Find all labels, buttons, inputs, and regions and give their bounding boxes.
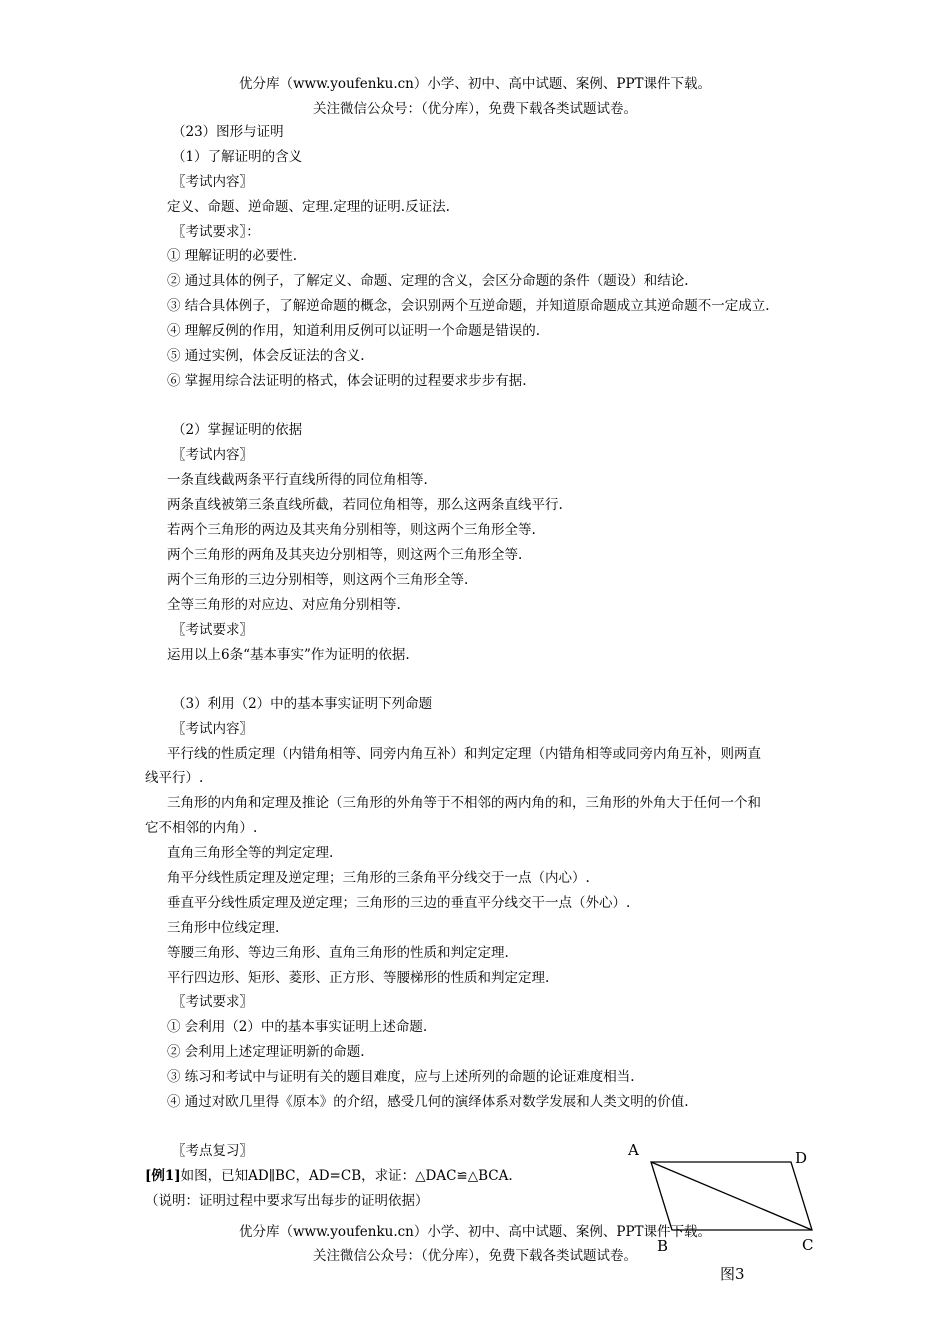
part3-content-heading: 〖考试内容〗	[172, 721, 253, 737]
vertex-label-a: A	[628, 1141, 639, 1159]
part2-content-heading: 〖考试内容〗	[172, 447, 253, 463]
figure-caption: 图3	[720, 1265, 745, 1283]
example-text: 如图，已知AD∥BC，AD=CB，求证：△DAC≌△BCA.	[180, 1168, 513, 1184]
part1-title: （1）了解证明的含义	[172, 149, 303, 165]
example-1	[145, 1166, 513, 1186]
part1-requirements-heading: 〖考试要求〗：	[172, 224, 260, 240]
section-title: （23）图形与证明	[172, 124, 284, 140]
review-heading: 〖考点复习〗	[172, 1143, 253, 1159]
part3-requirements-heading: 〖考试要求〗	[172, 994, 253, 1010]
part3-content-line: 线平行）.	[145, 770, 204, 786]
vertex-label-c: C	[802, 1236, 814, 1254]
part3-requirement: ③ 练习和考试中与证明有关的题目难度，应与上述所列的命题的论证难度相当.	[167, 1069, 635, 1085]
footer-line-1: 优分库（www.youfenku.cn）小学、初中、高中试题、案例、PPT课件下载。	[238, 1224, 712, 1240]
part3-requirement: ② 会利用上述定理证明新的命题.	[167, 1044, 365, 1060]
example-note: （说明：证明过程中要求写出每步的证明依据）	[145, 1193, 429, 1209]
part2-requirement: 运用以上6条“基本事实”作为证明的依据.	[167, 647, 410, 663]
part3-requirement: ④ 通过对欧几里得《原本》的介绍，感受几何的演绎体系对数学发展和人类文明的价值.	[167, 1094, 689, 1110]
part3-content-line: 角平分线性质定理及逆定理；三角形的三条角平分线交于一点（内心）.	[167, 870, 590, 886]
part2-content-line: 两个三角形的两角及其夹边分别相等，则这两个三角形全等.	[167, 547, 523, 563]
part3-content-line: 平行线的性质定理（内错角相等、同旁内角互补）和判定定理（内错角相等或同旁内角互补，则两直	[167, 746, 761, 762]
diagonal-ac	[651, 1162, 812, 1230]
part3-content-line: 三角形的内角和定理及推论（三角形的外角等于不相邻的两内角的和，三角形的外角大于任何一个和	[167, 795, 761, 811]
part1-requirement: ① 理解证明的必要性.	[167, 248, 298, 264]
part3-title: （3）利用（2）中的基本事实证明下列命题	[172, 696, 433, 712]
header-line-1: 优分库（www.youfenku.cn）小学、初中、高中试题、案例、PPT课件下载。	[238, 76, 712, 92]
part2-title: （2）掌握证明的依据	[172, 422, 303, 438]
part2-content-line: 两条直线被第三条直线所截，若同位角相等，那么这两条直线平行.	[167, 497, 563, 513]
part3-requirement: ① 会利用（2）中的基本事实证明上述命题.	[167, 1019, 428, 1035]
vertex-label-d: D	[795, 1149, 808, 1167]
part2-requirements-heading: 〖考试要求〗	[172, 622, 253, 638]
part3-content-line: 平行四边形、矩形、菱形、正方形、等腰梯形的性质和判定定理.	[167, 970, 550, 986]
footer-line-2: 关注微信公众号：（优分库），免费下载各类试题试卷。	[313, 1248, 637, 1264]
part1-requirement: ⑤ 通过实例，体会反证法的含义.	[167, 348, 365, 364]
part1-requirement: ③ 结合具体例子，了解逆命题的概念，会识别两个互逆命题，并知道原命题成立其逆命题不一定成立.	[167, 298, 770, 314]
vertex-label-b: B	[657, 1237, 669, 1255]
part2-content-line: 若两个三角形的两边及其夹角分别相等，则这两个三角形全等.	[167, 522, 536, 538]
part3-content-line: 直角三角形全等的判定定理.	[167, 845, 334, 861]
part3-content-line: 垂直平分线性质定理及逆定理；三角形的三边的垂直平分线交干一点（外心）.	[167, 895, 631, 911]
part1-requirement: ④ 理解反例的作用，知道利用反例可以证明一个命题是错误的.	[167, 323, 541, 339]
part1-requirement: ⑥ 掌握用综合法证明的格式，体会证明的过程要求步步有据.	[167, 373, 527, 389]
header-line-2: 关注微信公众号：（优分库），免费下载各类试题试卷。	[313, 101, 637, 117]
part1-content-heading: 〖考试内容〗	[172, 174, 253, 190]
part3-content-line: 等腰三角形、等边三角形、直角三角形的性质和判定定理.	[167, 945, 509, 961]
part3-content-line: 它不相邻的内角）.	[145, 820, 258, 836]
part2-content-line: 全等三角形的对应边、对应角分别相等.	[167, 597, 401, 613]
part2-content-line: 两个三角形的三边分别相等，则这两个三角形全等.	[167, 572, 469, 588]
part1-requirement: ② 通过具体的例子，了解定义、命题、定理的含义，会区分命题的条件（题设）和结论.	[167, 273, 689, 289]
part1-content: 定义、命题、逆命题、定理.定理的证明.反证法.	[167, 199, 450, 215]
part2-content-line: 一条直线截两条平行直线所得的同位角相等.	[167, 472, 428, 488]
part3-content-line: 三角形中位线定理.	[167, 920, 280, 936]
example-label: [例1]	[145, 1168, 181, 1184]
